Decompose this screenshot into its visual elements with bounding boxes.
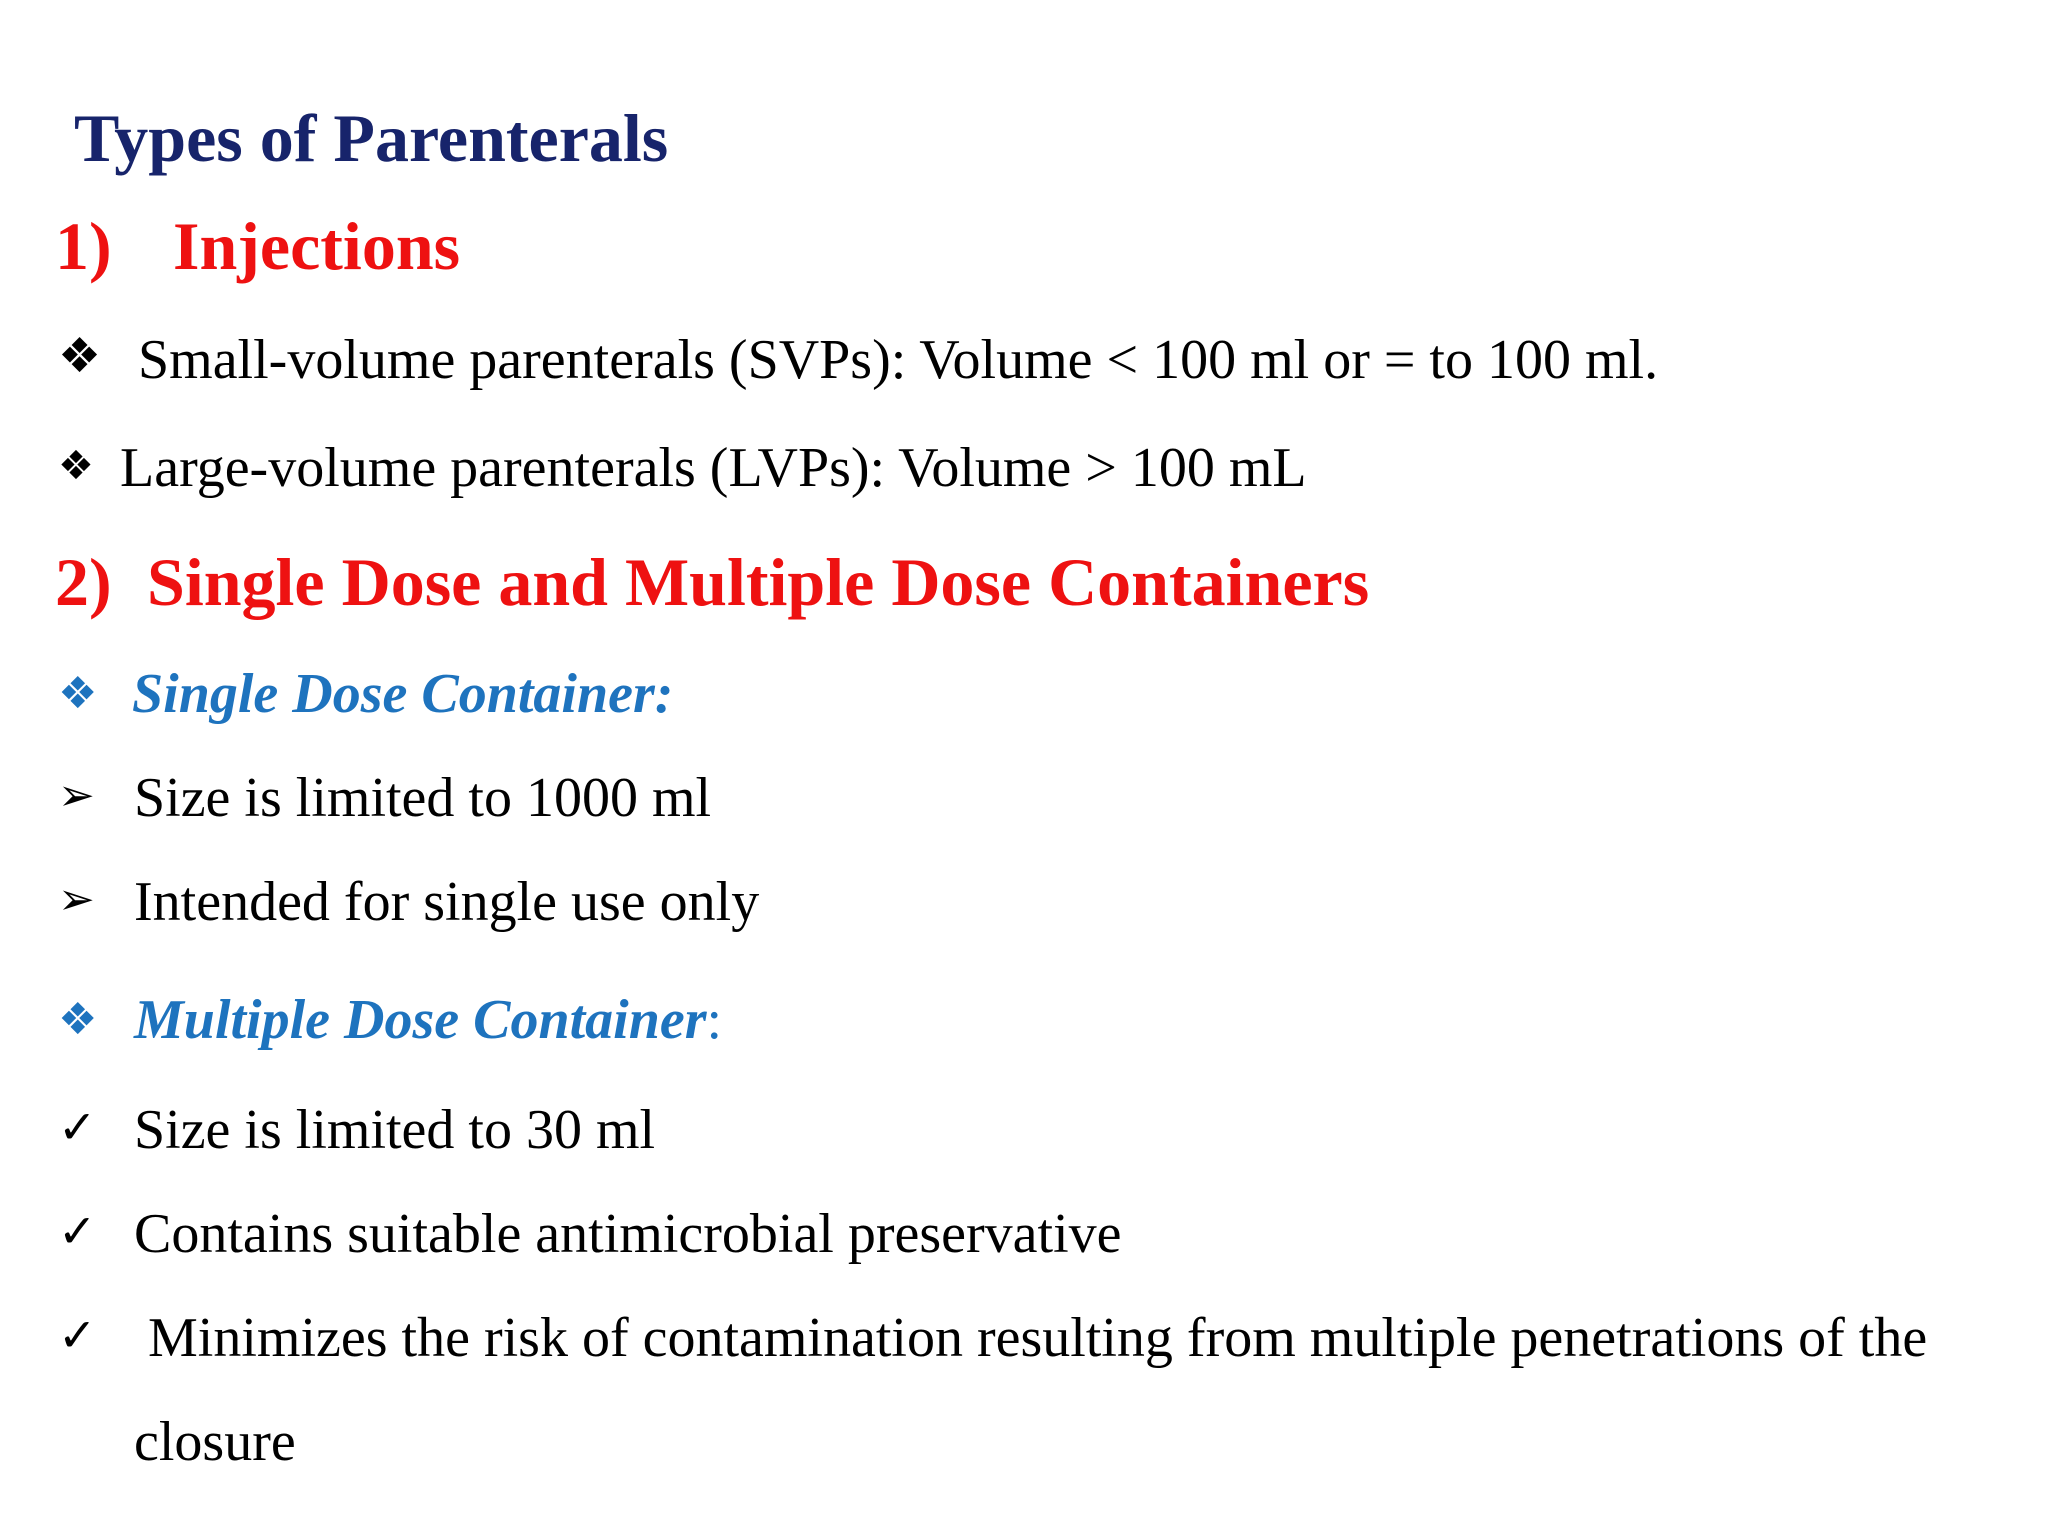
arrowhead-icon: ➢ — [58, 874, 95, 925]
check-icon: ✓ — [58, 1308, 97, 1362]
section-1-heading — [55, 208, 461, 284]
multiple-dose-label-text: Multiple Dose Container — [134, 989, 707, 1051]
single-dose-label: Single Dose Container: — [132, 663, 674, 725]
four-diamond-icon: ❖ — [58, 994, 98, 1045]
section-2-title: Single Dose and Multiple Dose Containers — [147, 544, 1370, 620]
four-diamond-icon: ❖ — [58, 328, 102, 384]
svp-item: Small-volume parenterals (SVPs): Volume < 100 ml or = to 100 ml. — [138, 329, 1659, 391]
slide-title: Types of Parenterals — [74, 100, 669, 176]
check-icon: ✓ — [58, 1100, 97, 1154]
check-icon: ✓ — [58, 1204, 97, 1258]
multiple-dose-item: Contains suitable antimicrobial preservative — [134, 1203, 1122, 1265]
multiple-dose-label — [134, 989, 723, 1051]
four-diamond-icon: ❖ — [58, 668, 98, 719]
arrowhead-icon: ➢ — [58, 770, 95, 821]
four-diamond-icon: ❖ — [58, 443, 94, 489]
single-dose-item: Size is limited to 1000 ml — [134, 767, 712, 829]
lvp-item: Large-volume parenterals (LVPs): Volume > 100 mL — [120, 437, 1307, 499]
section-1-number: 1) — [55, 208, 112, 284]
multiple-dose-item: Size is limited to 30 ml — [134, 1099, 656, 1161]
multiple-dose-item: Minimizes the risk of contamination resulting from multiple penetrations of the — [148, 1307, 1928, 1369]
section-1-title: Injections — [173, 208, 461, 284]
multiple-dose-label-colon: : — [706, 989, 723, 1051]
section-2-heading — [55, 544, 1370, 620]
single-dose-item: Intended for single use only — [134, 871, 760, 933]
section-2-number: 2) — [55, 544, 112, 620]
multiple-dose-item-continuation: closure — [134, 1411, 296, 1473]
